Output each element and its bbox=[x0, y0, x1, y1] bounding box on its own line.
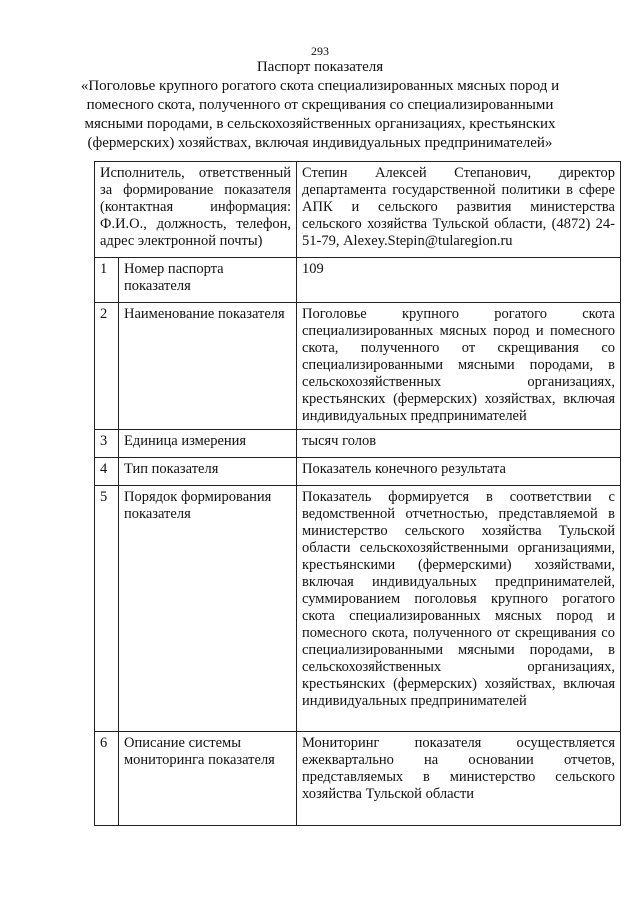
row-number: 4 bbox=[95, 458, 119, 486]
document-title bbox=[60, 58, 580, 153]
row-value: Показатель формируется в соответствии с ведомственной отчетностью, представляемой в министерство сельского хозяйства Тульской области сельскохозяйственными организациями, крестьянскими (фермерскими) хозяйствами, включая индивидуальных предпринимателей, суммированием поголовья крупного рогатого скота специализированных мясных пород и помесного скота, полученного от скрещивания со специализированными мясными породами, в сельскохозяйственных организациях, крестьянских (фермерских) хозяйствах, включая индивидуальных предпринимателей bbox=[297, 486, 621, 732]
row-value: 109 bbox=[297, 258, 621, 303]
title-line-1: Паспорт показателя bbox=[256, 59, 384, 75]
title-line-2: «Поголовье крупного рогатого скота специализированных мясных пород и bbox=[80, 78, 560, 94]
table-row bbox=[95, 732, 621, 826]
row-number: 2 bbox=[95, 303, 119, 430]
title-line-3: помесного скота, полученного от скрещивания со специализированными bbox=[86, 97, 554, 113]
title-line-5: (фермерских) хозяйствах, включая индивидуальных предпринимателей» bbox=[87, 135, 553, 151]
row-number: 1 bbox=[95, 258, 119, 303]
passport-table bbox=[94, 161, 621, 826]
table-row bbox=[95, 458, 621, 486]
row-number: 5 bbox=[95, 486, 119, 732]
table-row bbox=[95, 303, 621, 430]
row-label: Единица измерения bbox=[119, 430, 297, 458]
table-row bbox=[95, 430, 621, 458]
row-value: Показатель конечного результата bbox=[297, 458, 621, 486]
row-value: Поголовье крупного рогатого скота специализированных мясных пород и помесного скота, полученного от скрещивания со специализированными мясными породами, в сельскохозяйственных организациях, крестьянских (фермерских) хозяйствах, включая индивидуальных предпринимателей bbox=[297, 303, 621, 430]
row-number: 3 bbox=[95, 430, 119, 458]
row-label: Наименование показателя bbox=[119, 303, 297, 430]
row-value: тысяч голов bbox=[297, 430, 621, 458]
table-row bbox=[95, 486, 621, 732]
row-label: Номер паспорта показателя bbox=[119, 258, 297, 303]
row-value: Мониторинг показателя осуществляется ежеквартально на основании отчетов, представляемых в министерство сельского хозяйства Тульской области bbox=[297, 732, 621, 826]
responsible-label: Исполнитель, ответственный за формирование показателя (контактная информация: Ф.И.О., должность, телефон, адрес электронной почты) bbox=[95, 162, 297, 258]
page-number: 293 bbox=[311, 44, 329, 58]
responsible-value: Степин Алексей Степанович, директор департамента государственной политики в сфере АПК и сельского развития министерства сельского хозяйства Тульской области, (4872) 24-51-79, Alexey.Stepin@tularegion.ru bbox=[297, 162, 621, 258]
row-label: Порядок формирования показателя bbox=[119, 486, 297, 732]
title-line-4: мясными породами, в сельскохозяйственных организациях, крестьянских bbox=[84, 116, 556, 132]
row-label: Описание системы мониторинга показателя bbox=[119, 732, 297, 826]
table-row-responsible bbox=[95, 162, 621, 258]
row-number: 6 bbox=[95, 732, 119, 826]
row-label: Тип показателя bbox=[119, 458, 297, 486]
table-row bbox=[95, 258, 621, 303]
